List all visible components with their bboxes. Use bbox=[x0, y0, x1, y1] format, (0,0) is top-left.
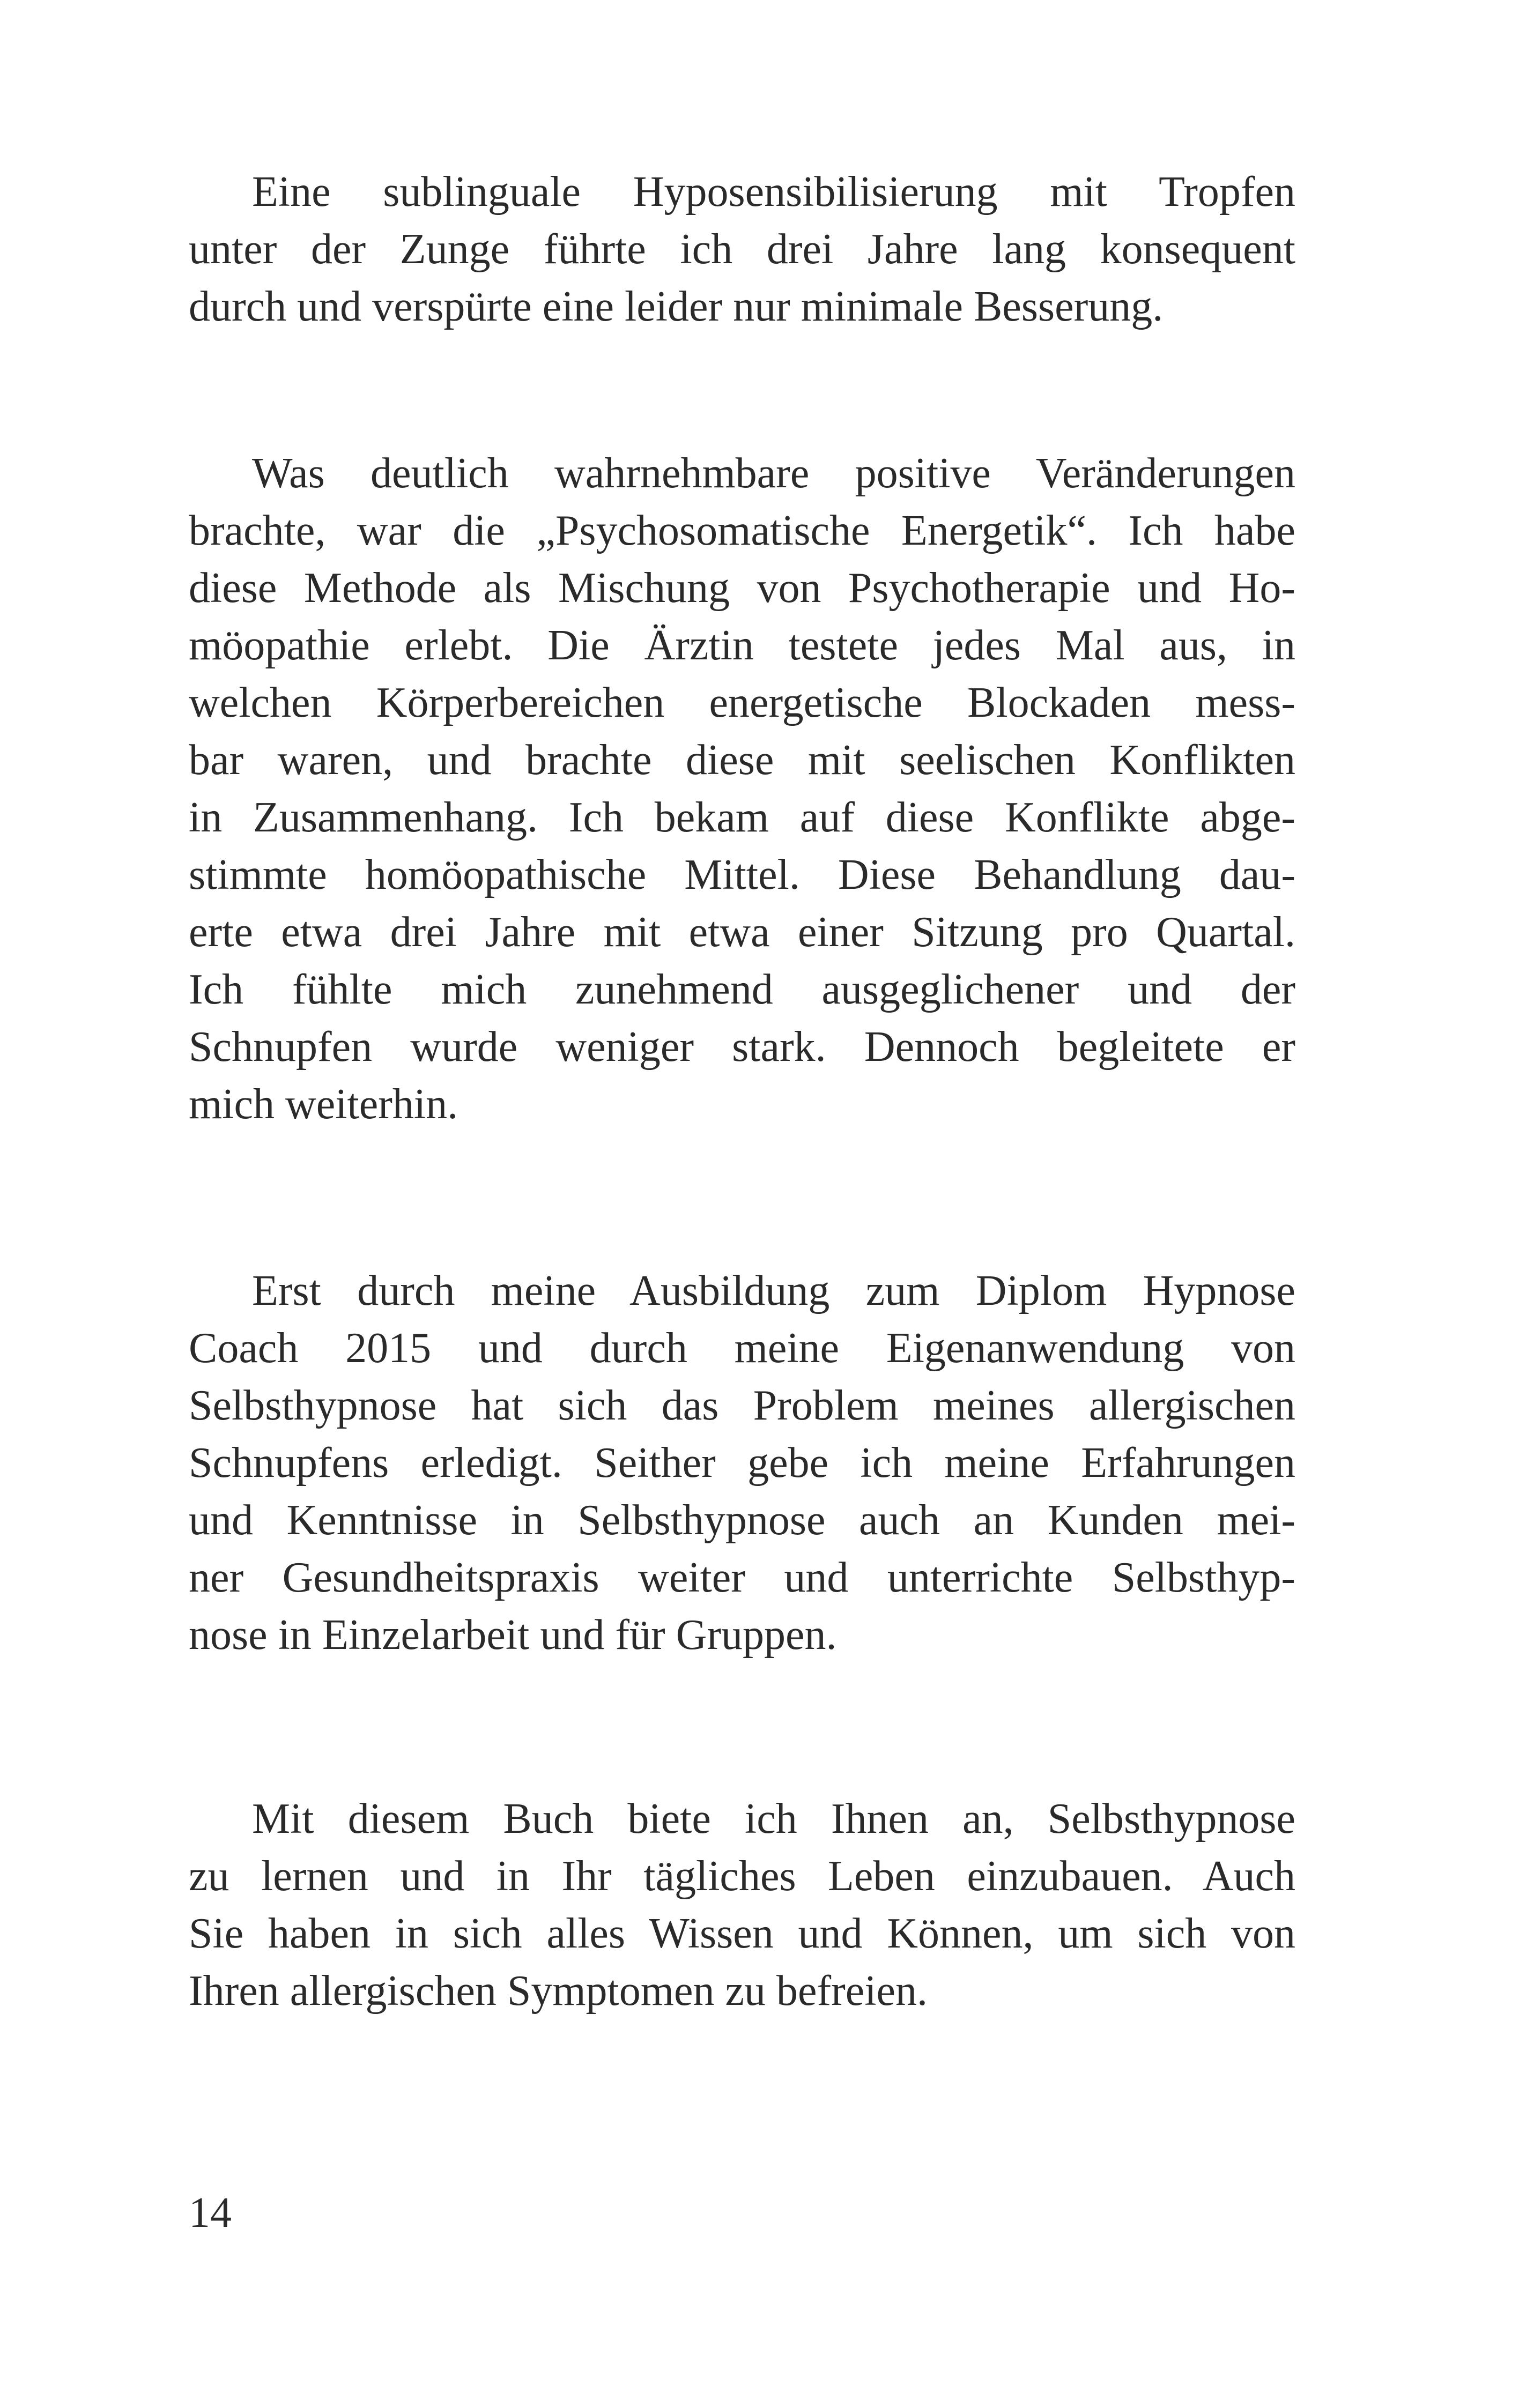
paragraph-hyposensitization bbox=[189, 163, 1295, 336]
text-line: bar waren, und brachte diese mit seelischen Konflikten bbox=[189, 737, 1295, 784]
text-line: Eine sublinguale Hyposensibilisierung mit Tropfen bbox=[252, 168, 1295, 215]
text-line: zu lernen und in Ihr tägliches Leben einzubauen. Auch bbox=[189, 1853, 1295, 1900]
text-line: mich weiterhin. bbox=[189, 1081, 458, 1128]
text-line: welchen Körperbereichen energetische Blockaden mess- bbox=[189, 679, 1295, 726]
text-line: Schnupfens erledigt. Seither gebe ich meine Erfahrungen bbox=[189, 1439, 1295, 1487]
text-line: Coach 2015 und durch meine Eigenanwendung von bbox=[189, 1325, 1295, 1372]
paragraph-psychosomatic-energetics bbox=[189, 445, 1295, 1133]
text-line: Ihren allergischen Symptomen zu befreien. bbox=[189, 1967, 928, 2015]
text-line: Selbsthypnose hat sich das Problem meines allergischen bbox=[189, 1382, 1295, 1429]
text-line: Erst durch meine Ausbildung zum Diplom Hypnose bbox=[252, 1267, 1295, 1314]
text-line: nose in Einzelarbeit und für Gruppen. bbox=[189, 1611, 837, 1659]
text-line: Was deutlich wahrnehmbare positive Veränderungen bbox=[252, 450, 1295, 497]
text-line: möopathie erlebt. Die Ärztin testete jedes Mal aus, in bbox=[189, 622, 1295, 669]
text-line: Schnupfen wurde weniger stark. Dennoch begleitete er bbox=[189, 1023, 1295, 1071]
text-line: ner Gesundheitspraxis weiter und unterrichte Selbsthyp- bbox=[189, 1554, 1295, 1601]
text-line: unter der Zunge führte ich drei Jahre lang konsequent bbox=[189, 226, 1295, 273]
text-line: diese Methode als Mischung von Psychotherapie und Ho- bbox=[189, 564, 1295, 612]
text-line: und Kenntnisse in Selbsthypnose auch an Kunden mei- bbox=[189, 1497, 1295, 1544]
paragraph-hypnosis-training bbox=[189, 1262, 1295, 1664]
text-line: Ich fühlte mich zunehmend ausgeglichener und der bbox=[189, 966, 1295, 1013]
text-line: in Zusammenhang. Ich bekam auf diese Konflikte abge- bbox=[189, 794, 1295, 841]
page-number: 14 bbox=[189, 2189, 232, 2236]
text-line: erte etwa drei Jahre mit etwa einer Sitzung pro Quartal. bbox=[189, 909, 1295, 956]
text-line: stimmte homöopathische Mittel. Diese Behandlung dau- bbox=[189, 851, 1295, 898]
text-line: brachte, war die „Psychosomatische Energetik“. Ich habe bbox=[189, 507, 1295, 554]
text-line: Sie haben in sich alles Wissen und Können, um sich von bbox=[189, 1910, 1295, 1957]
text-line: durch und verspürte eine leider nur minimale Besserung. bbox=[189, 283, 1164, 330]
paragraph-book-offer bbox=[189, 1790, 1295, 2020]
text-line: Mit diesem Buch biete ich Ihnen an, Selbsthypnose bbox=[252, 1795, 1295, 1842]
